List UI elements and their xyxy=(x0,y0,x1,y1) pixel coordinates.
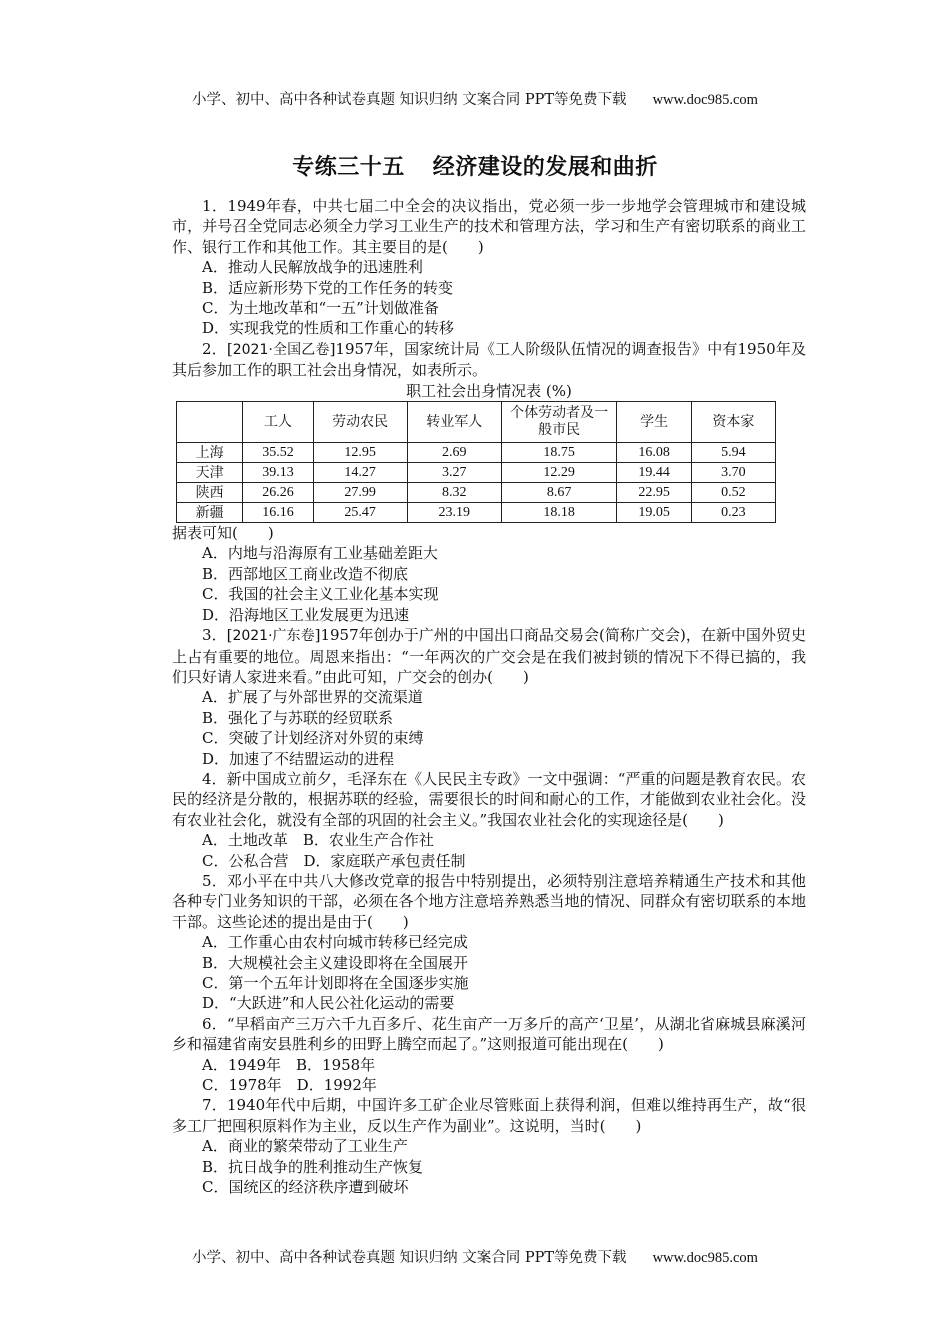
table-cell: 陕西 xyxy=(177,483,243,503)
title-part1: 专练三十五 xyxy=(292,154,405,180)
question-1-stem: 1．1949年春，中共七届二中全会的决议指出，党必须一步一步地学会管理城市和建设城市，并号召全党同志必须全力学习工业生产的技术和管理方法，学习和生产有密切联系的商业工作、银行工作和其他工作。其主要目的是( ) xyxy=(172,197,806,256)
question-4 xyxy=(172,769,806,871)
table-cell: 5.94 xyxy=(691,443,775,463)
question-1 xyxy=(172,196,806,339)
question-7 xyxy=(172,1095,806,1197)
question-6-stem: 6．“早稻亩产三万六千九百多斤、花生亩产一万多斤的高产‘卫星’，从湖北省麻城县麻溪河乡和福建省南安县胜利乡的田野上腾空而起了。”这则报道可能出现在( ) xyxy=(172,1014,806,1054)
question-1-option-c[interactable]: C．为土地改革和“一五”计划做准备 xyxy=(202,299,439,318)
header-text: 小学、初中、高中各种试卷真题 知识归纳 文案合同 PPT等免费下载 xyxy=(192,92,627,108)
page-header-banner xyxy=(0,88,950,109)
question-3-option-c[interactable]: C．突破了计划经济对外贸的束缚 xyxy=(202,729,424,748)
question-4-options-row-2 xyxy=(172,851,806,871)
table-row xyxy=(177,463,776,483)
question-4-option-b[interactable]: B．农业生产合作社 xyxy=(302,831,434,850)
question-3-option-a[interactable]: A．扩展了与外部世界的交流渠道 xyxy=(202,688,423,707)
question-3-option-d[interactable]: D．加速了不结盟运动的进程 xyxy=(202,749,395,768)
question-5-stem: 5．邓小平在中共八大修改党章的报告中特别提出，必须特别注意培养精通生产技术和其他各种专门业务知识的干部，必须在各个地方注意培养熟悉当地的情况、同群众有密切联系的本地干部。这些论述的提出是由于( ) xyxy=(172,871,806,931)
question-3-option-b[interactable]: B．强化了与苏联的经贸联系 xyxy=(202,708,394,727)
question-5-option-c[interactable]: C．第一个五年计划即将在全国逐步实施 xyxy=(202,974,469,992)
table-cell: 18.18 xyxy=(501,503,617,523)
question-4-option-a[interactable]: A．土地改革 xyxy=(202,831,288,850)
question-2-option-a[interactable]: A．内地与沿海原有工业基础差距大 xyxy=(202,544,438,563)
table-caption: 职工社会出身情况表 (%) xyxy=(406,381,572,400)
table-cell: 0.23 xyxy=(691,503,775,523)
question-2-prompt: 据表可知( ) xyxy=(172,524,274,543)
question-2-stem: 2．[2021·全国乙卷]1957年，国家统计局《工人阶级队伍情况的调查报告》中有1950年及其后参加工作的职工社会出身情况，如表所示。 xyxy=(172,339,806,380)
title-part2: 经济建设的发展和曲折 xyxy=(432,154,658,180)
question-6-option-c[interactable]: C．1978年 xyxy=(202,1076,282,1095)
table-cell: 3.70 xyxy=(691,463,775,483)
table-header-cell: 资本家 xyxy=(691,402,775,443)
table-row xyxy=(177,483,776,503)
table-header-cell xyxy=(177,402,243,443)
question-3-source: 2021·广东卷 xyxy=(232,628,315,645)
origin-table xyxy=(176,401,776,523)
table-header-cell: 学生 xyxy=(617,402,691,443)
table-cell: 16.16 xyxy=(243,503,313,523)
table-header-cell: 转业军人 xyxy=(407,402,501,443)
footer-text: 小学、初中、高中各种试卷真题 知识归纳 文案合同 PPT等免费下载 xyxy=(192,1250,627,1266)
question-7-stem: 7．1940年代中后期，中国许多工矿企业尽管账面上获得利润，但难以维持再生产，故“很多工厂把囤积原料作为主业，反以生产作为副业”。这说明，当时( ) xyxy=(172,1096,806,1135)
question-6-options-row-1 xyxy=(172,1055,806,1075)
question-6-option-b[interactable]: B．1958年 xyxy=(296,1055,376,1074)
table-cell: 25.47 xyxy=(313,503,407,523)
table-cell: 天津 xyxy=(177,463,243,483)
question-5-option-d[interactable]: D．“大跃进”和人民公社化运动的需要 xyxy=(202,994,455,1013)
question-7-option-b[interactable]: B．抗日战争的胜利推动生产恢复 xyxy=(202,1157,424,1176)
table-cell: 2.69 xyxy=(407,443,501,463)
table-cell: 19.05 xyxy=(617,503,691,523)
table-cell: 26.26 xyxy=(243,483,313,503)
question-list xyxy=(172,196,806,1197)
question-2-source: 2021·全国乙卷 xyxy=(232,341,330,358)
question-3 xyxy=(172,625,806,769)
table-header-cell: 个体劳动者及一般市民 xyxy=(501,402,617,443)
table-cell: 新疆 xyxy=(177,503,243,523)
table-header-cell: 工人 xyxy=(243,402,313,443)
table-cell: 27.99 xyxy=(313,483,407,503)
question-6-option-a[interactable]: A．1949年 xyxy=(202,1055,282,1074)
table-cell: 上海 xyxy=(177,443,243,463)
footer-site-link[interactable]: www.doc985.com xyxy=(652,1250,758,1266)
table-cell: 8.32 xyxy=(407,483,501,503)
table-cell: 19.44 xyxy=(617,463,691,483)
question-2 xyxy=(172,339,806,625)
page-footer-banner xyxy=(0,1246,950,1267)
question-4-options-row-1 xyxy=(172,830,806,850)
table-header-row xyxy=(177,402,776,443)
table-cell: 12.29 xyxy=(501,463,617,483)
table-cell: 35.52 xyxy=(243,443,313,463)
question-1-option-a[interactable]: A．推动人民解放战争的迅速胜利 xyxy=(202,258,423,277)
question-6-option-d[interactable]: D．1992年 xyxy=(296,1076,377,1095)
question-5-option-a[interactable]: A．工作重心由农村向城市转移已经完成 xyxy=(202,933,468,952)
question-2-option-c[interactable]: C．我国的社会主义工业化基本实现 xyxy=(202,585,439,604)
header-site-link[interactable]: www.doc985.com xyxy=(652,92,758,108)
question-7-option-a[interactable]: A．商业的繁荣带动了工业生产 xyxy=(202,1137,408,1156)
page-title xyxy=(0,150,950,181)
table-header-cell: 劳动农民 xyxy=(313,402,407,443)
table-cell: 3.27 xyxy=(407,463,501,483)
table-cell: 8.67 xyxy=(501,483,617,503)
table-cell: 14.27 xyxy=(313,463,407,483)
question-6-options-row-2 xyxy=(172,1075,806,1095)
question-5 xyxy=(172,871,806,1014)
table-cell: 16.08 xyxy=(617,443,691,463)
table-cell: 18.75 xyxy=(501,443,617,463)
question-2-option-d[interactable]: D．沿海地区工业发展更为迅速 xyxy=(202,605,410,624)
table-cell: 22.95 xyxy=(617,483,691,503)
question-2-option-b[interactable]: B．西部地区工商业改造不彻底 xyxy=(202,564,409,583)
question-4-option-c[interactable]: C．公私合营 xyxy=(202,851,289,870)
question-4-stem: 4．新中国成立前夕，毛泽东在《人民民主专政》一文中强调：“严重的问题是教育农民。农民的经济是分散的，根据苏联的经验，需要很长的时间和耐心的工作，才能做到农业社会化。没有农业社会化，就没有全部的巩固的社会主义。”我国农业社会化的实现途径是( ) xyxy=(172,769,806,829)
table-row xyxy=(177,443,776,463)
question-5-option-b[interactable]: B．大规模社会主义建设即将在全国展开 xyxy=(202,953,469,972)
table-cell: 39.13 xyxy=(243,463,313,483)
question-1-option-b[interactable]: B．适应新形势下党的工作任务的转变 xyxy=(202,278,454,297)
question-6 xyxy=(172,1014,806,1096)
table-row xyxy=(177,503,776,523)
question-4-option-d[interactable]: D．家庭联产承包责任制 xyxy=(303,851,466,870)
table-cell: 23.19 xyxy=(407,503,501,523)
table-cell: 0.52 xyxy=(691,483,775,503)
question-7-option-c[interactable]: C．国统区的经济秩序遭到破坏 xyxy=(202,1178,409,1197)
question-1-option-d[interactable]: D．实现我党的性质和工作重心的转移 xyxy=(202,319,455,338)
question-3-stem: 3．[2021·广东卷]1957年创办于广州的中国出口商品交易会(简称广交会)，在新中国外贸史上占有重要的地位。周恩来指出：“一年两次的广交会是在我们被封锁的情况下不得已搞的，我们只好请人家进来看。”由此可知，广交会的创办( ) xyxy=(172,626,806,686)
table-cell: 12.95 xyxy=(313,443,407,463)
